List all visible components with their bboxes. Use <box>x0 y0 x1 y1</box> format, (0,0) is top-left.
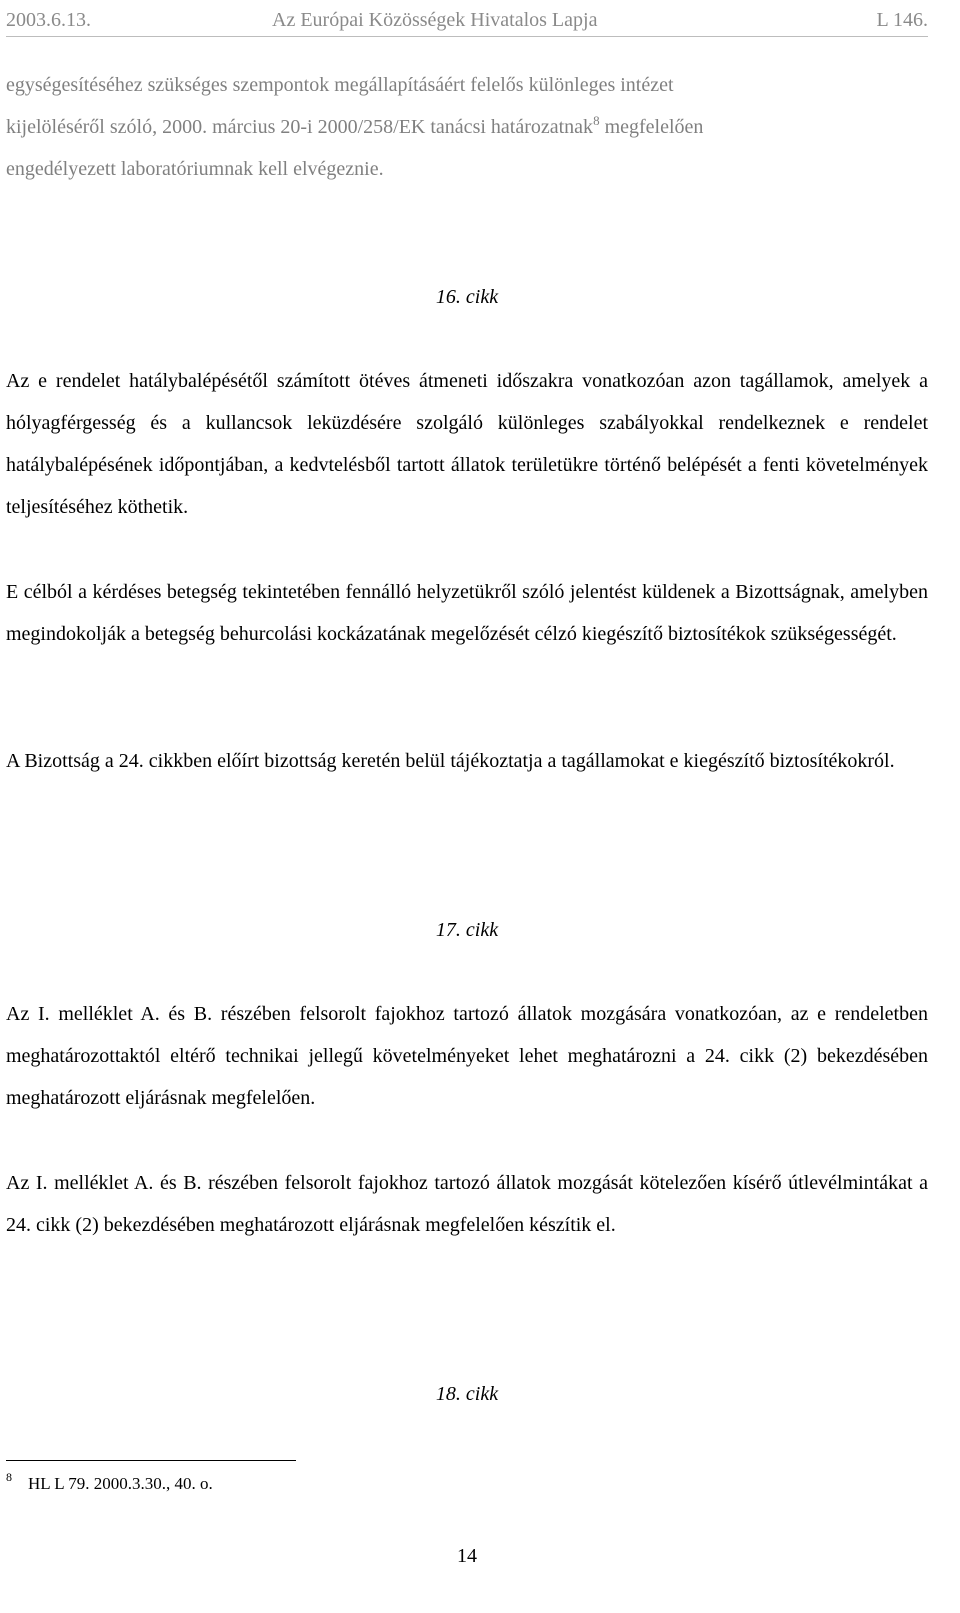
continuation-paragraph <box>6 64 928 190</box>
continuation-line-3: engedélyezett laboratóriumnak kell elvégeznie. <box>6 158 384 180</box>
page-number: 14 <box>457 1545 477 1567</box>
article-17-paragraph-1: Az I. melléklet A. és B. részében felsorolt fajokhoz tartozó állatok mozgására vonatkozóan, az e rendeletben meghatározottaktól eltérő technikai jellegű követelményeket lehet meghatározni a 24. cikk (2) bekezdésében meghatározott eljárásnak megfelelően. <box>6 1003 928 1109</box>
footnote-separator <box>6 1460 296 1461</box>
article-16-paragraph-1: Az e rendelet hatálybalépésétől számított ötéves átmeneti időszakra vonatkozóan azon tagállamok, amelyek a hólyagférgesség és a kullancsok leküzdésére szolgáló különleges szabályokkal rendelkeznek e rendelet hatálybalépésének időpontjában, a kedvtelésből tartott állatok területükre történő belépését a fenti követelmények teljesítéséhez köthetik. <box>6 370 928 518</box>
header-date: 2003.6.13. <box>6 9 91 31</box>
article-16-paragraph-2: E célból a kérdéses betegség tekintetében fennálló helyzetükről szóló jelentést küldenek a Bizottságnak, amelyben megindokolják a betegség behurcolási kockázatának megelőzését célzó kiegészítő biztosítékok szükségességét. <box>6 581 928 645</box>
footnote-text: HL L 79. 2000.3.30., 40. o. <box>28 1474 213 1493</box>
article-16-paragraph-3: A Bizottság a 24. cikkben előírt bizottság keretén belül tájékoztatja a tagállamokat e kiegészítő biztosítékokról. <box>6 750 895 772</box>
article-17-paragraph-2: Az I. melléklet A. és B. részében felsorolt fajokhoz tartozó állatok mozgását kötelezően kísérő útlevélmintákat a 24. cikk (2) bekezdésében meghatározott eljárásnak megfelelően készítik el. <box>6 1172 928 1236</box>
header-journal-title: Az Európai Közösségek Hivatalos Lapja <box>272 9 598 31</box>
footnote <box>6 1470 213 1498</box>
article-18-heading: 18. cikk <box>435 1383 499 1405</box>
article-17-heading: 17. cikk <box>435 919 499 941</box>
header-issue-number: L 146. <box>876 9 928 31</box>
continuation-line-2: kijelöléséről szóló, 2000. március 20-i 2000/258/EK tanácsi határozatnak$^8$ megfelelően <box>6 113 704 138</box>
continuation-line-1: egységesítéséhez szükséges szempontok megállapításáért felelős különleges intézet <box>6 74 674 96</box>
article-16-heading: 16. cikk <box>435 286 499 308</box>
footnote-reference: 8 <box>593 113 600 128</box>
footnote-mark: 8 <box>6 1470 12 1484</box>
page-header <box>6 4 928 37</box>
